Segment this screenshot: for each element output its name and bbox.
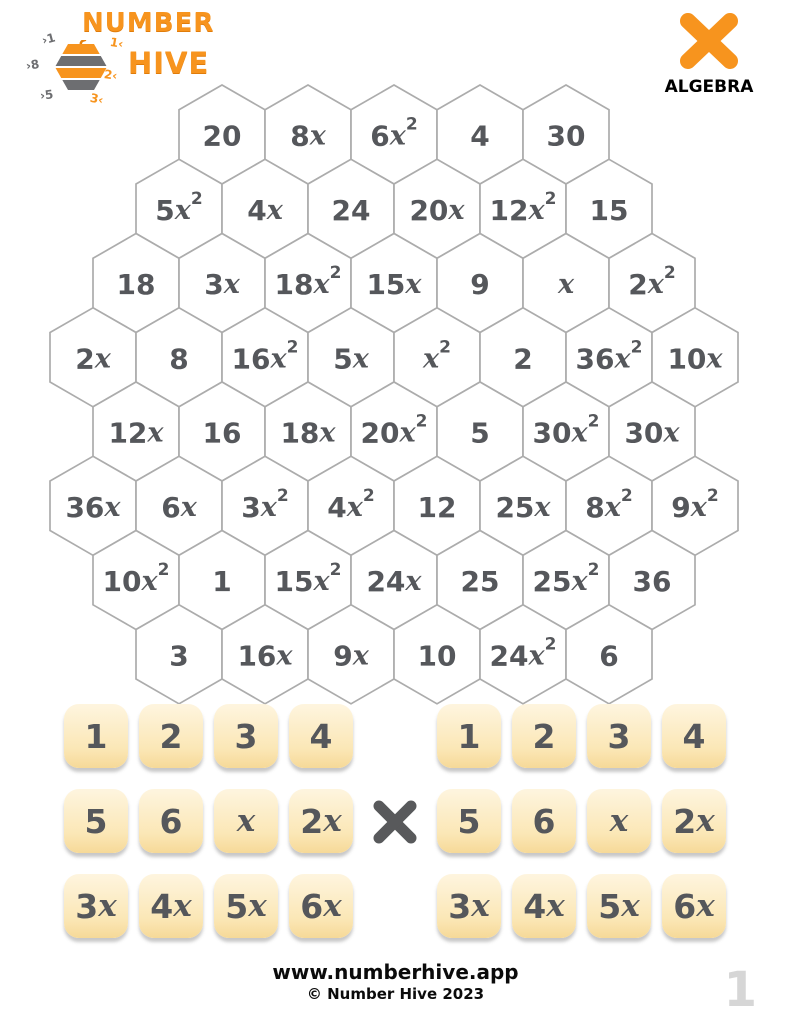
hex-value: 24 (331, 193, 371, 227)
scatter-number: ›1 (40, 30, 57, 48)
hex-value: 3x (204, 267, 240, 301)
hex-value: x (557, 268, 575, 300)
hex-value: $4x^2$ (327, 485, 375, 524)
factor-tile[interactable]: 2 x (662, 789, 726, 853)
logo-number-text: NUMBER (82, 8, 215, 38)
hex-value: $9x^2$ (671, 485, 719, 524)
hex-value: $5x^2$ (155, 188, 203, 227)
hex-value: 6 (599, 638, 619, 672)
hex-value: $12x^2$ (489, 188, 557, 227)
scatter-number: ›8 (24, 56, 41, 74)
hex-value: 2x (75, 341, 111, 375)
hex-value: $x^2$ (423, 337, 451, 374)
hex-value: $8x^2$ (585, 485, 633, 524)
factor-tile[interactable]: 6 x (662, 874, 726, 938)
factor-tile[interactable]: 5 (437, 789, 501, 853)
factor-tile[interactable]: 3 (214, 704, 278, 768)
factor-tile[interactable]: 1 (64, 704, 128, 768)
factor-tile[interactable]: 6 x (289, 874, 353, 938)
hex-value: 24x (366, 564, 422, 598)
copyright-text: © Number Hive 2023 (306, 985, 485, 1003)
factor-tile[interactable]: 3 x (437, 874, 501, 938)
factor-tile[interactable]: 2 x (289, 789, 353, 853)
factor-tile[interactable]: 6 (139, 789, 203, 853)
hex-value: 20x (409, 193, 465, 227)
factor-tile[interactable]: 3 (587, 704, 651, 768)
hex-value: 9 (470, 267, 490, 301)
hex-value: 1 (212, 564, 232, 598)
factor-tile[interactable]: 2 (512, 704, 576, 768)
logo-hive-text: HIVE (128, 46, 210, 80)
hex-value: $36x^2$ (575, 337, 643, 375)
hex-value: $18x^2$ (274, 263, 342, 301)
scatter-number: 3‹ (88, 90, 105, 108)
hex-value: 15 (589, 193, 629, 227)
hex-value: 8 (169, 341, 189, 375)
hex-value: 12 (417, 490, 457, 524)
hex-value: 36 (632, 564, 672, 598)
factor-tile[interactable]: 4 x (139, 874, 203, 938)
factor-tile[interactable]: 5 (64, 789, 128, 853)
multiply-operator-icon (371, 798, 419, 846)
hex-value: $15x^2$ (274, 560, 342, 598)
factor-tile[interactable]: 5 x (214, 874, 278, 938)
hex-value: 6x (161, 490, 197, 524)
hex-value: 16x (237, 638, 293, 672)
factor-tile[interactable]: x (587, 789, 651, 853)
hex-value: $16x^2$ (231, 337, 299, 375)
hex-value: 18 (116, 267, 156, 301)
hex-value: $10x^2$ (102, 560, 170, 598)
hex-value: 15x (366, 267, 422, 301)
factor-tile[interactable]: 4 (662, 704, 726, 768)
scatter-number: 1‹ (108, 34, 125, 52)
hex-value: $30x^2$ (532, 411, 600, 449)
hex-value: 16 (202, 416, 242, 449)
scatter-number: 2‹ (103, 67, 119, 83)
hex-value: 30 (546, 119, 586, 152)
hex-value: 8x (290, 119, 326, 152)
hex-value: 2 (513, 341, 533, 375)
hex-value: $2x^2$ (628, 263, 676, 301)
hex-value: 4x (247, 193, 283, 227)
factor-tile[interactable]: 4 (289, 704, 353, 768)
factor-tile[interactable]: x (214, 789, 278, 853)
website-url: www.numberhive.app (272, 960, 519, 984)
hex-value: 5x (333, 341, 369, 375)
factor-tiles-right (437, 704, 726, 938)
scatter-number: ›5 (39, 87, 55, 103)
hex-value: 18x (280, 416, 336, 449)
factor-tile[interactable]: 1 (437, 704, 501, 768)
hex-value: $25x^2$ (532, 560, 600, 598)
factor-tiles-left (64, 704, 353, 938)
hex-value: 10 (417, 638, 457, 672)
factor-tile[interactable]: 6 (512, 789, 576, 853)
page-number: 1 (723, 962, 757, 1018)
hex-value: 25 (460, 564, 500, 598)
hex-value: 10x (667, 341, 723, 375)
hex-value: $3x^2$ (241, 485, 289, 524)
factor-tile[interactable]: 2 (139, 704, 203, 768)
hex-value: $24x^2$ (489, 634, 557, 672)
hex-value: 30x (624, 416, 680, 449)
hex-value: 3 (169, 638, 189, 672)
hex-value: 9x (333, 638, 369, 672)
algebra-label: ALGEBRA (664, 77, 754, 97)
hex-value: 20 (202, 119, 242, 152)
hex-value: 36x (65, 490, 121, 524)
hex-value: 5 (470, 416, 490, 449)
factor-tile[interactable]: 5 x (587, 874, 651, 938)
hex-value: 4 (470, 119, 490, 152)
hex-value: 25x (495, 490, 551, 524)
footer (0, 960, 791, 1003)
hex-value: $6x^2$ (370, 114, 418, 152)
factor-tile[interactable]: 4 x (512, 874, 576, 938)
hex-value: 12x (108, 416, 164, 449)
factor-tile[interactable]: 3 x (64, 874, 128, 938)
hex-value: $20x^2$ (360, 411, 428, 449)
